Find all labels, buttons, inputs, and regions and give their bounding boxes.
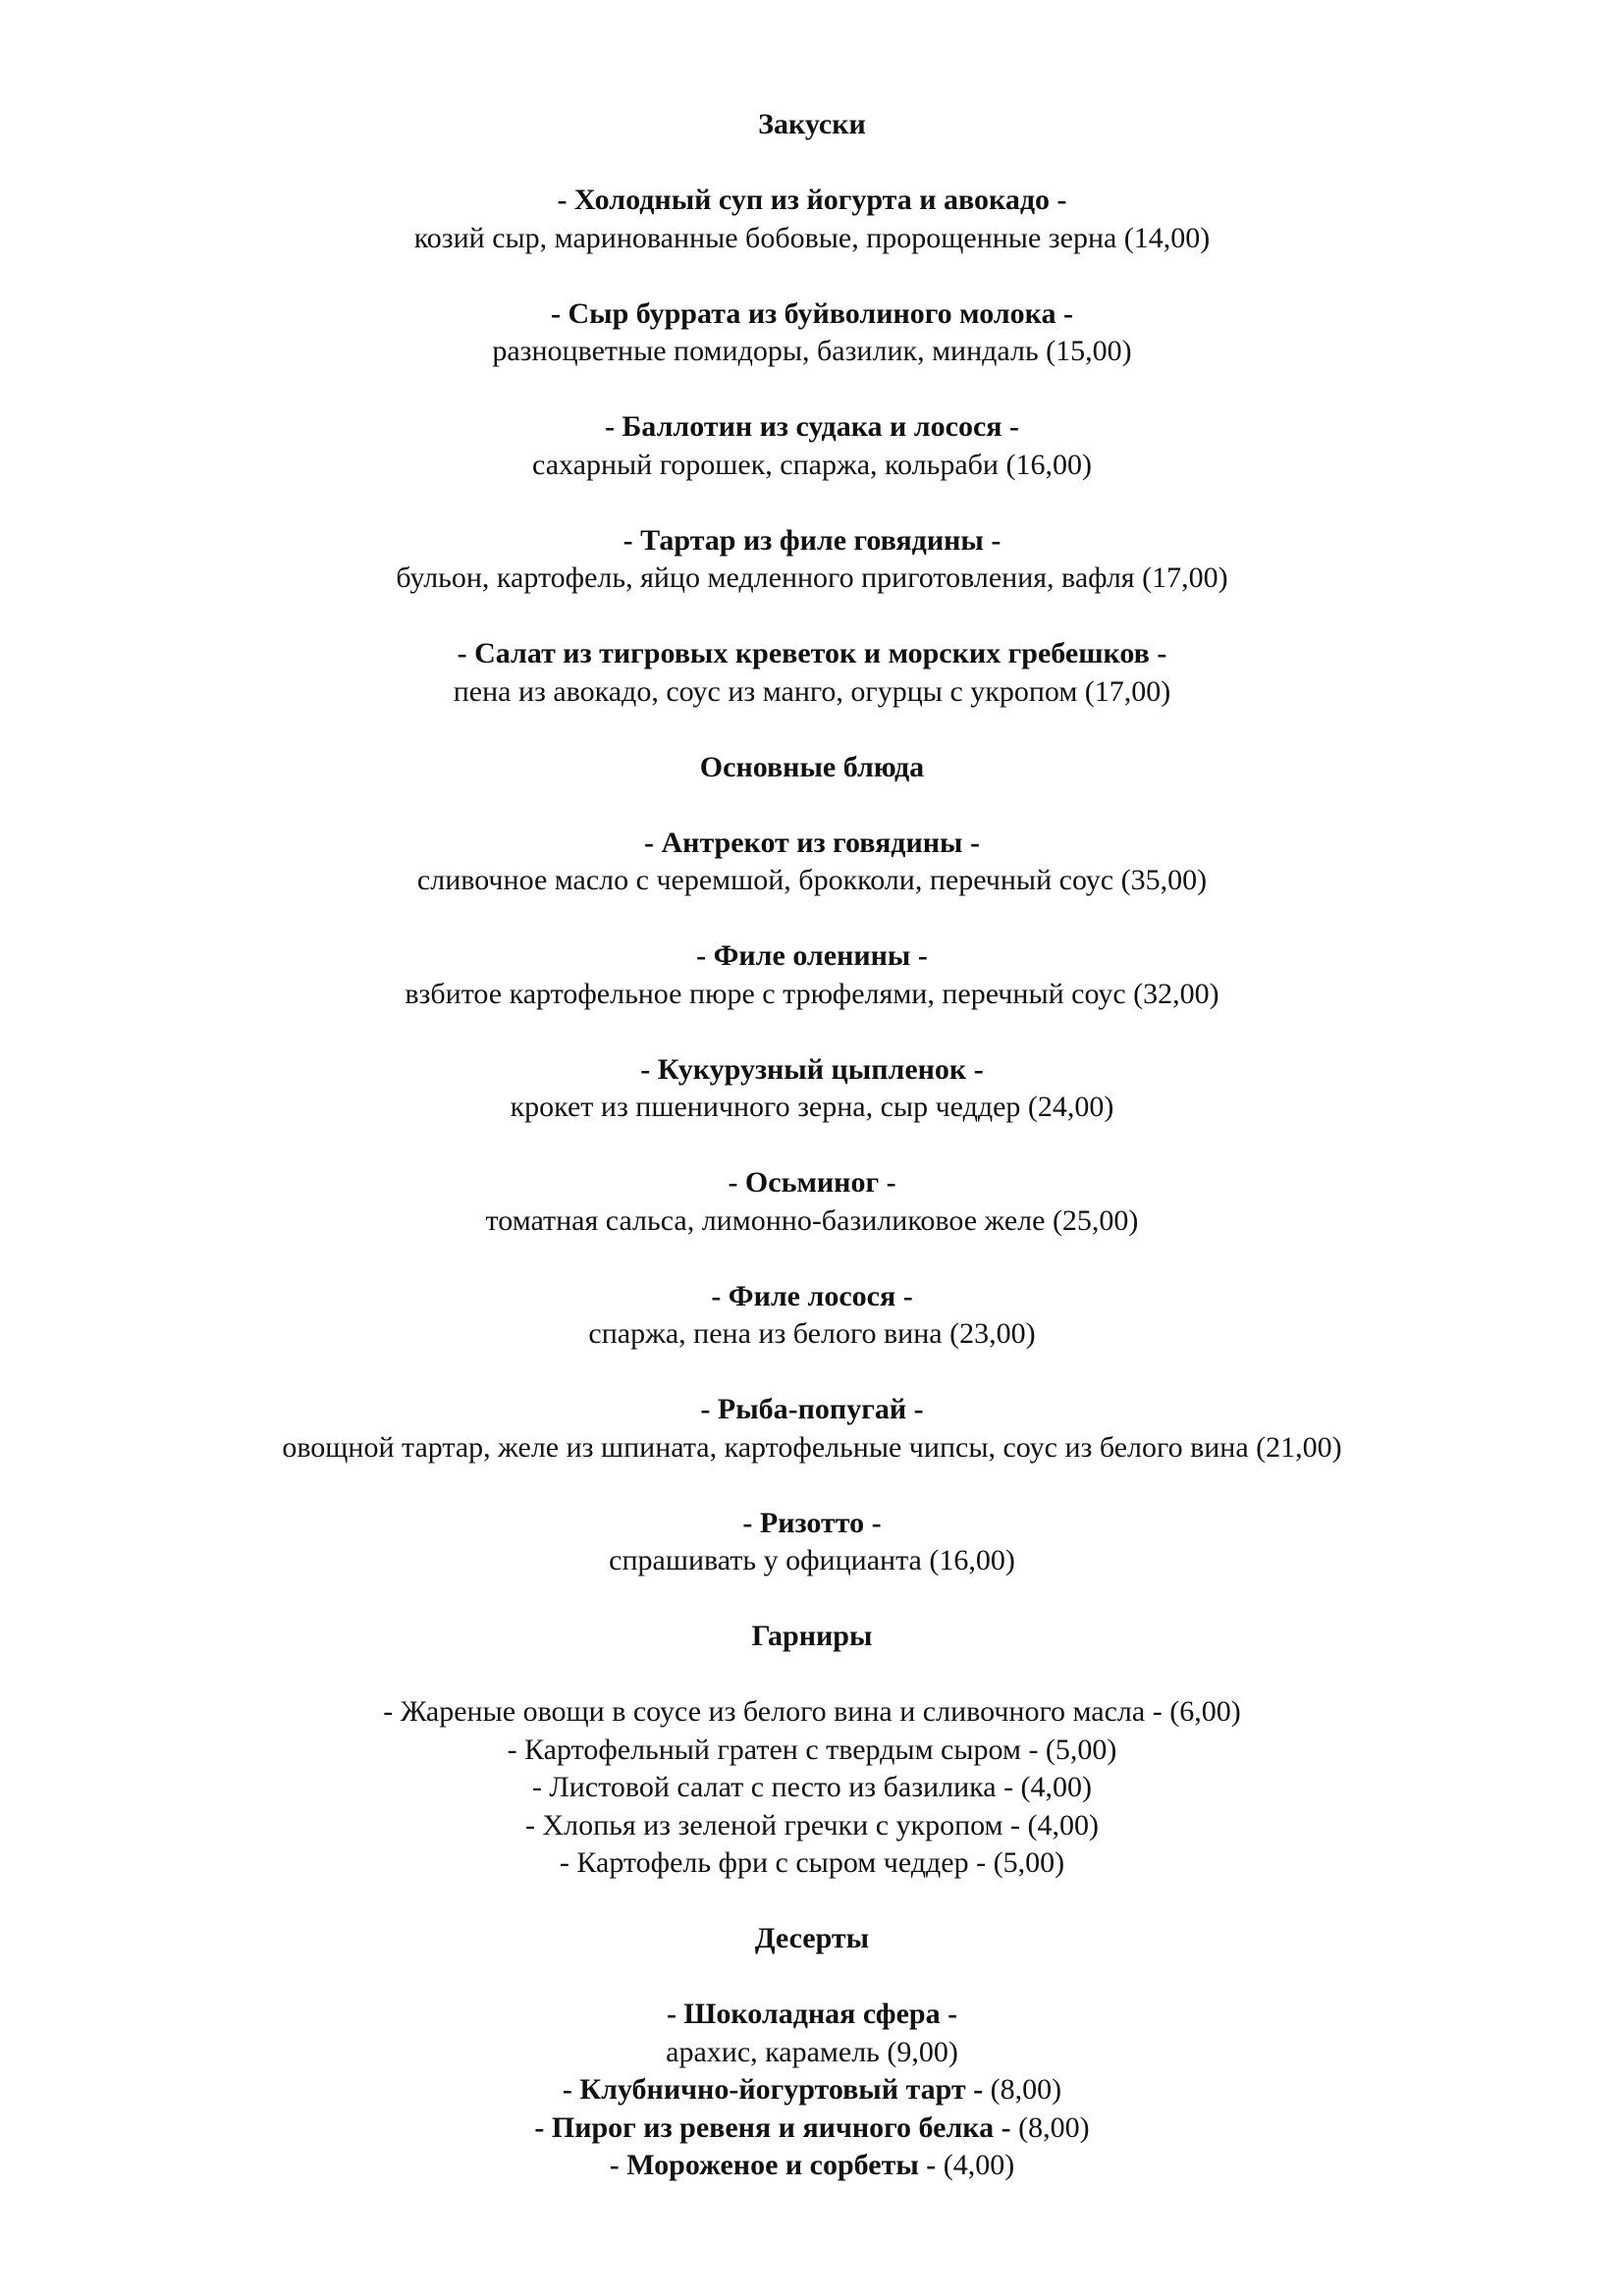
dish-name: - Антрекот из говядины - <box>644 826 980 859</box>
dish-description: козий сыр, маринованные бобовые, пророщенные зерна (14,00) <box>413 221 1211 254</box>
desserts-list <box>0 1996 1624 2185</box>
dish-description: бульон, картофель, яйцо медленного приготовления, вафля (17,00) <box>396 561 1228 594</box>
side-item: - Картофельный гратен с твердым сыром - (5,00) <box>507 1733 1117 1766</box>
menu-item <box>0 825 1624 900</box>
dish-name: - Филе оленины - <box>696 939 928 972</box>
dish-description: сахарный горошек, спаржа, кольраби (16,00) <box>532 448 1092 481</box>
menu-item <box>0 937 1624 1013</box>
menu-item <box>0 1505 1624 1580</box>
side-item: - Листовой салат с песто из базилика - (4,00) <box>531 1771 1093 1803</box>
dessert-item <box>0 2109 1624 2148</box>
menu-item <box>0 1278 1624 1354</box>
dish-name: - Рыба-попугай - <box>700 1393 924 1425</box>
menu-item <box>0 1051 1624 1127</box>
dish-description: крокет из пшеничного зерна, сыр чеддер (24,00) <box>510 1091 1114 1123</box>
section-title-appetizers: Закуски <box>758 108 866 140</box>
dish-name: - Сыр буррата из буйволиного молока - <box>551 296 1073 330</box>
menu-item <box>0 295 1624 371</box>
dish-price: (4,00) <box>936 2149 1015 2181</box>
dish-name: - Салат из тигровых креветок и морских гребешков - <box>457 637 1167 669</box>
side-item: - Жареные овощи в соусе из белого вина и сливочного масла - (6,00) <box>383 1695 1241 1728</box>
dish-price: (8,00) <box>1010 2110 1090 2144</box>
menu-item <box>0 408 1624 484</box>
dish-name: - Ризотто - <box>742 1506 882 1539</box>
dish-description: взбитое картофельное пюре с трюфелями, перечный соус (32,00) <box>405 977 1219 1010</box>
section-title-desserts: Десерты <box>754 1922 870 1954</box>
menu-item <box>0 635 1624 711</box>
dish-description: овощной тартар, желе из шпината, картофельные чипсы, соус из белого вина (21,00) <box>282 1430 1342 1464</box>
dish-name: - Баллотин из судака и лосося - <box>604 410 1019 443</box>
menu-content <box>0 106 1624 2185</box>
dish-name: - Мороженое и сорбеты - <box>609 2149 937 2181</box>
dish-description: томатная сальса, лимонно-базиликовое желе (25,00) <box>485 1203 1139 1237</box>
dish-description: пена из авокадо, соус из манго, огурцы с укропом (17,00) <box>453 674 1171 708</box>
dish-name: - Осьминог - <box>728 1166 896 1199</box>
dessert-item <box>0 2071 1624 2109</box>
section-title-sides: Гарниры <box>751 1620 873 1652</box>
section-title-mains: Основные блюда <box>699 750 925 783</box>
side-item: - Картофель фри с сыром чеддер - (5,00) <box>559 1846 1065 1879</box>
dessert-item <box>0 2147 1624 2185</box>
dish-name: - Тартар из филе говядины - <box>623 523 1001 557</box>
dish-name: - Пирог из ревеня и яичного белка - <box>534 2110 1011 2144</box>
dish-name: - Шоколадная сфера - <box>666 1998 958 2030</box>
menu-item <box>0 182 1624 257</box>
dish-name: - Филе лосося - <box>711 1279 913 1312</box>
menu-item <box>0 522 1624 598</box>
dish-description: разноцветные помидоры, базилик, миндаль (15,00) <box>492 335 1132 367</box>
dish-description: сливочное масло с черемшой, брокколи, перечный соус (35,00) <box>416 864 1208 896</box>
dish-description: спрашивать у официанта (16,00) <box>609 1544 1015 1576</box>
dish-price: (8,00) <box>983 2073 1062 2106</box>
dish-name: - Клубнично-йогуртовый тарт - <box>562 2073 984 2106</box>
dish-name: - Холодный суп из йогурта и авокадо - <box>557 184 1067 216</box>
side-item: - Хлопья из зеленой гречки с укропом - (4,00) <box>524 1808 1100 1842</box>
dish-name: - Кукурузный цыпленок - <box>640 1052 984 1086</box>
dish-description: арахис, карамель (9,00) <box>666 2035 958 2068</box>
menu-item <box>0 1164 1624 1240</box>
dish-description: спаржа, пена из белого вина (23,00) <box>588 1317 1036 1350</box>
sides-list <box>0 1693 1624 1883</box>
menu-item <box>0 1391 1624 1467</box>
